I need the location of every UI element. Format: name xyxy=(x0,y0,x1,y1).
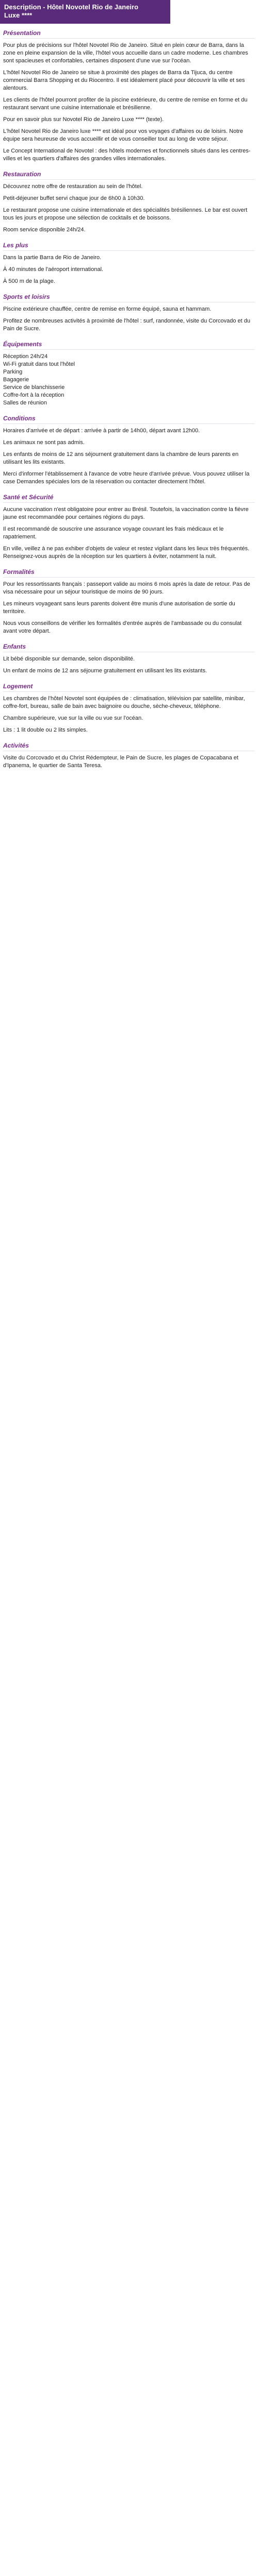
section-conditions xyxy=(3,414,255,486)
section-paragraph: Room service disponible 24h/24. xyxy=(3,227,86,233)
section-paragraph: Petit-déjeuner buffet servi chaque jour de 6h00 à 10h30. xyxy=(3,195,145,201)
section-paragraph: Le Concept International de Novotel : des hôtels modernes et fonctionnels situés dans les centres-villes et les quartiers d'affaires des grandes villes internationales. xyxy=(3,148,251,162)
section-paragraph: Réception 24h/24 Wi-Fi gratuit dans tout l'hôtel Parking Bagagerie Service de blanchisserie Coffre-fort à la réception Salles de réunion xyxy=(3,353,75,406)
section-title: Présentation xyxy=(3,29,255,39)
section-title: Formalités xyxy=(3,568,255,578)
section-equipements xyxy=(3,340,255,407)
section-paragraph: Lit bébé disponible sur demande, selon disponibilité. xyxy=(3,656,135,662)
section-paragraph: Découvrez notre offre de restauration au sein de l'hôtel. xyxy=(3,183,143,190)
section-title: Enfants xyxy=(3,642,255,652)
section-paragraph: Horaires d'arrivée et de départ : arrivée à partir de 14h00, départ avant 12h00. xyxy=(3,428,200,434)
section-enfants xyxy=(3,642,255,675)
section-title: Activités xyxy=(3,741,255,751)
section-paragraph: Pour les ressortissants français : passeport valide au moins 6 mois après la date de retour. Pas de visa nécessaire pour un séjour touristique de moins de 90 jours. xyxy=(3,581,250,595)
section-restauration xyxy=(3,170,255,234)
section-title: Restauration xyxy=(3,170,255,180)
section-paragraph: Les chambres de l'hôtel Novotel sont équipées de : climatisation, télévision par satellite, minibar, coffre-fort, bureau, salle de bain avec baignoire ou douche, sèche-cheveux, téléphone. xyxy=(3,696,245,709)
section-paragraph: Pour en savoir plus sur Novotel Rio de Janeiro Luxe **** (texte). xyxy=(3,116,164,123)
section-paragraph: Piscine extérieure chauffée, centre de remise en forme équipé, sauna et hammam. xyxy=(3,306,212,312)
section-paragraph: Visite du Corcovado et du Christ Rédempteur, le Pain de Sucre, les plages de Copacabana et d'Ipanema, le quartier de Santa Teresa. xyxy=(3,755,238,769)
section-title: Logement xyxy=(3,682,255,692)
section-paragraph: L'hôtel Novotel Rio de Janeiro se situe à proximité des plages de Barra da Tijuca, du centre commercial Barra Shopping et du Riocentro. Il est idéalement placé pour découvrir la ville et ses alentours. xyxy=(3,70,245,91)
section-presentation xyxy=(3,29,255,163)
section-title: Santé et Sécurité xyxy=(3,493,255,503)
description-header xyxy=(0,0,170,24)
section-paragraph: Le restaurant propose une cuisine internationale et des spécialités brésiliennes. Le bar est ouvert tous les jours et propose une sélection de cocktails et de boissons. xyxy=(3,207,248,221)
section-sports xyxy=(3,293,255,333)
section-paragraph: Dans la partie Barra de Rio de Janeiro. xyxy=(3,255,102,261)
section-paragraph: Pour plus de précisions sur l'hôtel Novotel Rio de Janeiro. Situé en plein cœur de Barra, dans la zone en pleine expansion de la ville, l'hôtel vous accueille dans un cadre moderne. Les chambres sont spacieuses et confortables, certaines disposent d'une vue sur l'océan. xyxy=(3,42,248,64)
section-title: Sports et loisirs xyxy=(3,293,255,302)
section-paragraph: À 40 minutes de l'aéroport international. xyxy=(3,266,104,273)
section-sante xyxy=(3,493,255,561)
section-title: Conditions xyxy=(3,414,255,424)
section-paragraph: Les animaux ne sont pas admis. xyxy=(3,439,85,446)
section-title: Les plus xyxy=(3,241,255,251)
section-paragraph: À 500 m de la plage. xyxy=(3,278,55,284)
header-title: Description - Hôtel Novotel Rio de Janeiro xyxy=(4,3,139,11)
section-paragraph: Les enfants de moins de 12 ans séjournent gratuitement dans la chambre de leurs parents en utilisant les lits existants. xyxy=(3,451,239,465)
section-paragraph: Merci d'informer l'établissement à l'avance de votre heure d'arrivée prévue. Vous pouvez utiliser la case Demandes spéciales lors de la réservation ou contacter directement l'hôtel. xyxy=(3,471,250,485)
content xyxy=(0,24,258,770)
section-paragraph: Il est recommandé de souscrire une assurance voyage couvrant les frais médicaux et le rapatriement. xyxy=(3,526,224,540)
section-paragraph: Chambre supérieure, vue sur la ville ou vue sur l'océan. xyxy=(3,715,143,721)
section-les-plus xyxy=(3,241,255,285)
section-paragraph: Aucune vaccination n'est obligatoire pour entrer au Brésil. Toutefois, la vaccination contre la fièvre jaune est recommandée pour certaines régions du pays. xyxy=(3,506,249,520)
section-paragraph: Les mineurs voyageant sans leurs parents doivent être munis d'une autorisation de sortie du territoire. xyxy=(3,601,235,615)
section-paragraph: Les clients de l'hôtel pourront profiter de la piscine extérieure, du centre de remise en forme et du restaurant servant une cuisine internationale et brésilienne. xyxy=(3,97,248,111)
section-paragraph: Un enfant de moins de 12 ans séjourne gratuitement en utilisant les lits existants. xyxy=(3,668,207,674)
section-paragraph: L'hôtel Novotel Rio de Janeiro luxe **** est idéal pour vos voyages d'affaires ou de loisirs. Notre équipe sera heureuse de vous accueillir et de vous conseiller tout au long de votre séjour. xyxy=(3,128,244,142)
section-activites xyxy=(3,741,255,770)
section-logement xyxy=(3,682,255,734)
header-stars: Luxe **** xyxy=(4,11,33,19)
section-paragraph: Nous vous conseillons de vérifier les formalités d'entrée auprès de l'ambassade ou du consulat avant votre départ. xyxy=(3,620,242,634)
section-paragraph: En ville, veillez à ne pas exhiber d'objets de valeur et restez vigilant dans les lieux très fréquentés. Renseignez-vous auprès de la réception sur les quartiers à éviter, notamment la nuit. xyxy=(3,546,250,560)
section-formalites xyxy=(3,568,255,635)
section-paragraph: Lits : 1 lit double ou 2 lits simples. xyxy=(3,727,88,733)
section-title: Équipements xyxy=(3,340,255,350)
section-paragraph: Profitez de nombreuses activités à proximité de l'hôtel : surf, randonnée, visite du Corcovado et du Pain de Sucre. xyxy=(3,318,251,332)
